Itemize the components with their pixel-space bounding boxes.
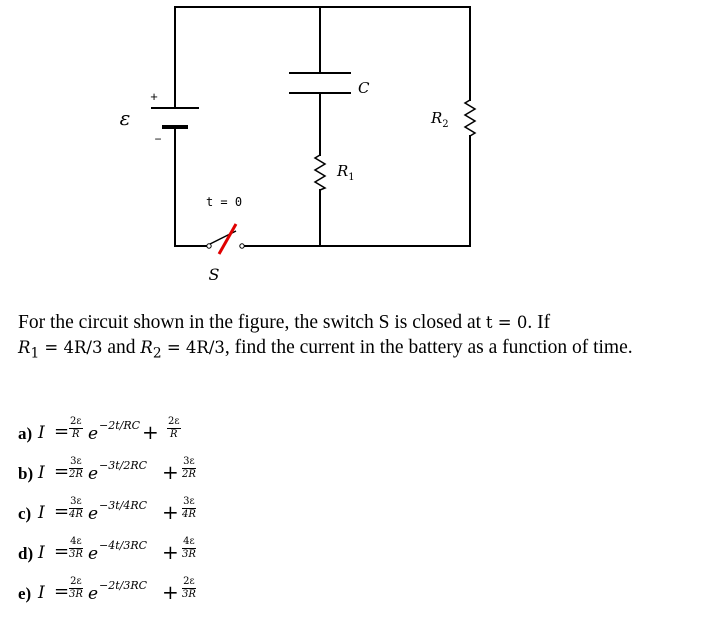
coefficient-fraction (69, 576, 83, 601)
battery-minus-sign: − (154, 132, 162, 146)
switch-label: S (208, 265, 220, 284)
emf-label: ε (119, 106, 131, 130)
exponential-base: e (88, 464, 99, 484)
option-d[interactable] (18, 532, 318, 572)
r2-label-letter: R (431, 109, 443, 127)
r1-label-sub: 1 (348, 172, 355, 183)
exponent: −3t/4RC (99, 499, 148, 512)
coefficient-fraction (69, 456, 83, 481)
switch-symbol (207, 224, 244, 254)
resistor-r2 (465, 100, 475, 136)
option-variable: I (38, 503, 45, 523)
constant-numerator: 2ε (183, 576, 195, 587)
switch-time-label: t = 0 (205, 195, 243, 209)
plus-sign: + (162, 580, 179, 604)
option-c[interactable] (18, 492, 318, 532)
battery-plus-sign: + (150, 89, 158, 104)
constant-numerator: 3ε (183, 496, 195, 507)
coefficient-numerator: 2ε (70, 576, 82, 587)
coefficient-numerator: 3ε (70, 456, 82, 467)
option-a[interactable] (18, 412, 318, 452)
r1-label (336, 162, 355, 183)
coefficient-denominator: 3R (69, 549, 83, 560)
plus-sign: + (162, 500, 179, 524)
r2-label-sub: 2 (442, 119, 449, 130)
battery-symbol (151, 108, 199, 127)
option-variable: I (38, 543, 45, 563)
option-variable: I (38, 423, 45, 443)
question-time-expr: t = 0 (485, 313, 528, 332)
exponent: −2t/RC (99, 419, 141, 432)
constant-denominator: R (170, 429, 178, 440)
question-r1 (18, 338, 103, 362)
option-label: d) (18, 544, 34, 563)
constant-numerator: 2ε (168, 416, 180, 427)
question-text (18, 310, 668, 366)
question-r2-value: = 4R/3 (161, 338, 225, 357)
coefficient-fraction (69, 496, 83, 521)
option-equals: = (54, 461, 70, 482)
plus-sign: + (162, 540, 179, 564)
option-equals: = (54, 421, 70, 442)
coefficient-denominator: 2R (69, 469, 83, 480)
constant-fraction (182, 456, 196, 481)
resistor-r1 (315, 155, 325, 190)
question-r2-letter: R (140, 338, 153, 357)
exponent: −2t/3RC (99, 579, 148, 592)
option-equals: = (54, 581, 70, 602)
exponential-base: e (88, 424, 99, 444)
constant-fraction (182, 496, 196, 521)
coefficient-numerator: 4ε (70, 536, 82, 547)
option-variable: I (38, 583, 45, 603)
option-label: a) (18, 424, 33, 443)
question-part4: , find the current in the battery as a function of time. (224, 337, 633, 358)
coefficient-numerator: 3ε (70, 496, 82, 507)
r2-label (430, 109, 449, 130)
constant-denominator: 4R (182, 509, 196, 520)
question-r1-value: = 4R/3 (39, 338, 103, 357)
plus-sign: + (162, 460, 179, 484)
question-r2-sub: 2 (152, 345, 162, 362)
constant-fraction (167, 416, 181, 441)
constant-denominator: 3R (182, 589, 196, 600)
coefficient-fraction (69, 416, 83, 441)
option-label: e) (18, 584, 32, 603)
exponent: −4t/3RC (99, 539, 148, 552)
option-label: b) (18, 464, 34, 483)
question-part1: For the circuit shown in the figure, the switch S is closed at (18, 312, 486, 333)
r1-label-letter: R (337, 162, 349, 180)
coefficient-denominator: 4R (69, 509, 83, 520)
constant-denominator: 2R (182, 469, 196, 480)
option-b[interactable] (18, 452, 318, 492)
option-variable: I (38, 463, 45, 483)
option-equals: = (54, 501, 70, 522)
exponent: −3t/2RC (99, 459, 148, 472)
coefficient-numerator: 2ε (70, 416, 82, 427)
capacitor-label: C (358, 79, 370, 97)
option-equals: = (54, 541, 70, 562)
exponential-base: e (88, 544, 99, 564)
coefficient-denominator: R (72, 429, 80, 440)
question-r2 (140, 338, 225, 362)
coefficient-fraction (69, 536, 83, 561)
capacitor-symbol (289, 73, 351, 93)
option-e[interactable] (18, 572, 318, 612)
switch-contact-right (240, 244, 244, 248)
question-part3: and (102, 337, 141, 358)
plus-sign: + (142, 420, 159, 444)
coefficient-denominator: 3R (69, 589, 83, 600)
exponential-base: e (88, 584, 99, 604)
answer-options (18, 412, 318, 612)
circuit-diagram (0, 0, 702, 300)
exponential-base: e (88, 504, 99, 524)
constant-denominator: 3R (182, 549, 196, 560)
constant-fraction (182, 576, 196, 601)
option-label: c) (18, 504, 32, 523)
constant-numerator: 4ε (183, 536, 195, 547)
constant-fraction (182, 536, 196, 561)
question-r1-letter: R (18, 338, 31, 357)
question-part2: . If (527, 312, 551, 333)
constant-numerator: 3ε (183, 456, 195, 467)
question-r1-sub: 1 (30, 345, 40, 362)
